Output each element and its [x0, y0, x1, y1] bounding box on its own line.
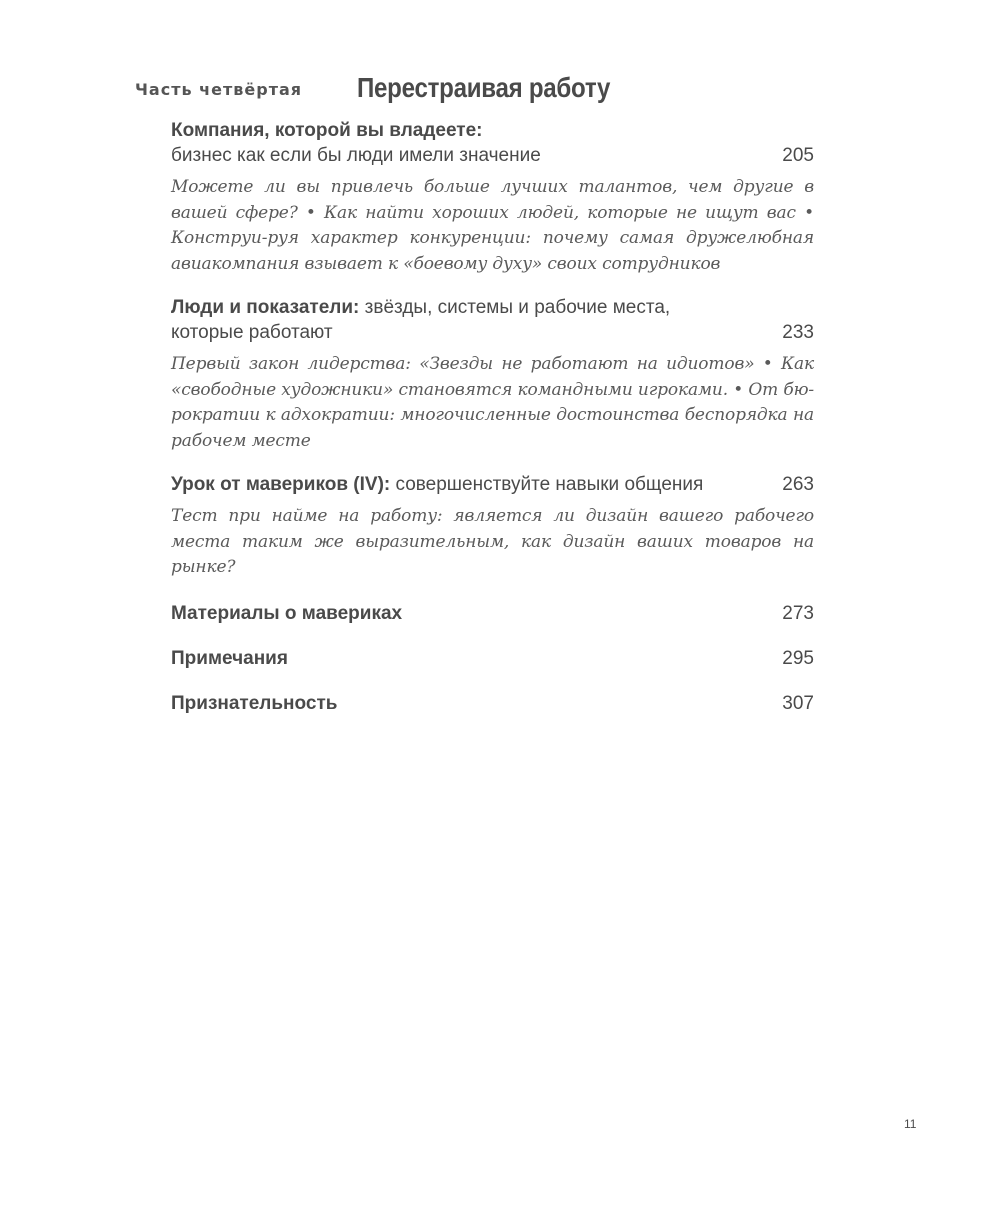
toc-entry-title-bold: Урок от мавериков (IV): — [171, 474, 391, 495]
toc-entry-page-number: 263 — [782, 474, 814, 495]
page-number-folio: 11 — [904, 1117, 917, 1131]
toc-entry — [171, 118, 814, 277]
toc-entry-title-regular: бизнес как если бы люди имели значение — [171, 145, 541, 166]
toc-entry-title-regular: совершенствуйте навыки общения — [390, 474, 704, 495]
toc-entry-page-number: 307 — [782, 692, 814, 714]
toc-entry-title-line — [171, 320, 814, 345]
toc-entry — [171, 646, 814, 671]
toc-entry — [171, 601, 814, 626]
toc-entry-title-line — [171, 646, 814, 671]
toc-entry — [171, 691, 814, 716]
toc-entry-page-number: 295 — [782, 647, 814, 669]
toc-entry-title-line — [171, 472, 814, 497]
toc-entry — [171, 472, 814, 581]
toc-entry-title-line — [171, 143, 814, 168]
toc-entry-title-line — [171, 691, 814, 716]
toc-entry-title-line — [171, 601, 814, 626]
toc-entry-page-number: 205 — [782, 145, 814, 166]
toc-entry-title-regular: звёзды, системы и рабочие места, — [359, 297, 671, 318]
table-of-contents — [171, 118, 814, 716]
toc-entry-title-bold: Признательность — [171, 692, 338, 714]
toc-entry-title-line — [171, 118, 814, 143]
toc-entry — [171, 295, 814, 454]
toc-entry-description: Первый закон лидерства: «Звезды не работают на идиотов» • Как «свободные художники» становятся командными игроками. • От бю-рократии к адхократии: многочисленные достоинства беспорядка на рабочем месте — [171, 354, 814, 451]
toc-entry-title-regular: которые работают — [171, 322, 333, 343]
part-label: Часть четвёртая — [135, 80, 303, 99]
part-title: Перестраивая работу — [357, 72, 611, 103]
toc-entry-description: Можете ли вы привлечь больше лучших талантов, чем другие в вашей сфере? • Как найти хороших людей, которые не ищут вас • Конструи-руя характер конкуренции: почему самая дружелюбная авиакомпания взывает к «боевому духу» своих сотрудников — [171, 177, 814, 274]
toc-entry-page-number: 273 — [782, 602, 814, 624]
toc-entry-title-bold: Материалы о мавериках — [171, 602, 403, 624]
part-header — [135, 72, 815, 108]
toc-entry-title-bold: Компания, которой вы владеете: — [171, 120, 483, 141]
toc-entry-page-number: 233 — [782, 322, 814, 343]
toc-entry-title-bold: Люди и показатели: — [171, 297, 360, 318]
toc-entry-description: Тест при найме на работу: является ли дизайн вашего рабочего места таким же выразительным, как дизайн ваших товаров на рынке? — [171, 506, 814, 577]
toc-entry-title-bold: Примечания — [171, 647, 288, 669]
toc-entry-title-line — [171, 295, 814, 320]
